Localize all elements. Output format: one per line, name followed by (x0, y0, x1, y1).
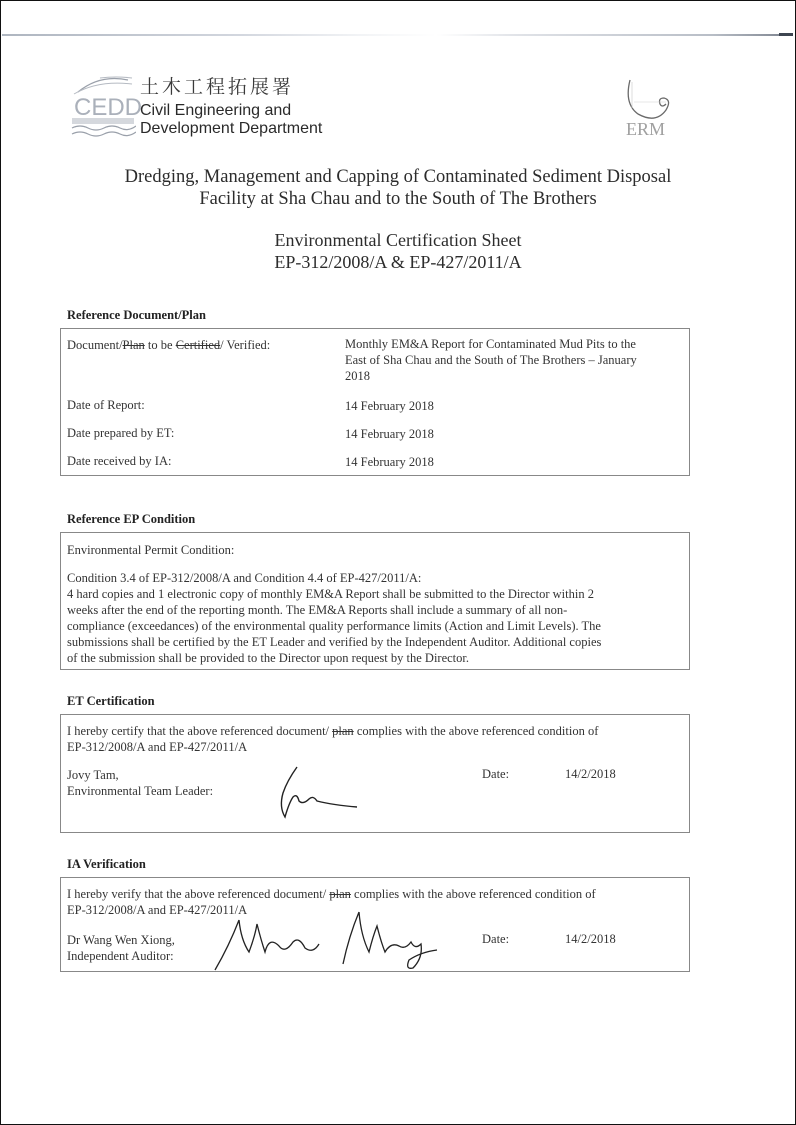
cedd-name-line2: Development Department (140, 120, 323, 137)
doc-label-struck-certified: Certified (175, 338, 221, 352)
ia-date-value: 14/2/2018 (565, 932, 616, 946)
et-signer (67, 767, 267, 799)
document-value-line: Monthly EM&A Report for Contaminated Mud Pits to the (345, 337, 636, 351)
et-statement-part: I hereby certify that the above referenced document/ (67, 724, 333, 738)
document-value (345, 336, 685, 384)
reference-ep-heading: Reference EP Condition (67, 512, 196, 526)
ep-condition-line: Condition 3.4 of EP-312/2008/A and Condition 4.4 of EP-427/2011/A: (67, 571, 422, 585)
doc-label-part: / Verified: (220, 338, 271, 352)
doc-label-part: to be (144, 338, 176, 352)
ep-intro: Environmental Permit Condition: (67, 543, 235, 557)
et-signer-role: Environmental Team Leader: (67, 784, 214, 798)
ep-condition-line: compliance (exceedances) of the environmental quality performance limits (Action and Limit Levels). The (67, 619, 601, 633)
cedd-acronym: CEDD (74, 94, 143, 121)
et-statement-part: complies with the above referenced condition of (353, 724, 599, 738)
date-prepared-label: Date prepared by ET: (67, 426, 175, 440)
et-statement-line2: EP-312/2008/A and EP-427/2011/A (67, 740, 248, 754)
ia-statement-part: complies with the above referenced condition of (350, 887, 596, 901)
et-date-label: Date: (482, 767, 510, 781)
reference-ep-box (60, 532, 690, 670)
reference-document-box (60, 328, 690, 476)
ep-condition-line: submissions shall be certified by the ET Leader and verified by the Independent Auditor. Additional copies (67, 635, 602, 649)
ia-verification-heading: IA Verification (67, 857, 146, 871)
et-certification-heading: ET Certification (67, 694, 155, 708)
document-label (67, 338, 270, 353)
ia-statement-line2: EP-312/2008/A and EP-427/2011/A (67, 903, 248, 917)
ia-statement-part: I hereby verify that the above referenced document/ (67, 887, 330, 901)
project-title-line2: Facility at Sha Chau and to the South of The Brothers (199, 189, 597, 209)
et-certification-box (60, 714, 690, 833)
et-statement (67, 723, 682, 755)
et-date-value: 14/2/2018 (565, 767, 616, 781)
ia-signer-role: Independent Auditor: (67, 949, 174, 963)
cedd-name-line1: Civil Engineering and (140, 102, 292, 119)
sheet-title (0, 229, 796, 273)
doc-label-part: Document/ (67, 338, 123, 352)
ia-verification-box (60, 877, 690, 972)
sheet-title-line2: EP-312/2008/A & EP-427/2011/A (274, 252, 522, 272)
scan-artifact-line (2, 34, 792, 36)
project-title-line1: Dredging, Management and Capping of Contaminated Sediment Disposal (124, 167, 672, 187)
ia-signature-icon (209, 906, 449, 974)
date-prepared-value: 14 February 2018 (345, 427, 434, 441)
et-statement-struck-plan: plan (332, 724, 354, 738)
ia-signer-name: Dr Wang Wen Xiong, (67, 933, 175, 947)
date-of-report-label: Date of Report: (67, 398, 145, 412)
cedd-logo (70, 72, 370, 142)
ep-condition-line: of the submission shall be provided to the Director upon request by the Director. (67, 651, 469, 665)
et-signer-name: Jovy Tam, (67, 768, 119, 782)
date-received-label: Date received by IA: (67, 454, 172, 468)
ep-condition-text (67, 570, 682, 666)
erm-logo-text: ERM (626, 119, 666, 139)
scan-artifact-mark (779, 33, 793, 36)
cedd-chinese-name: 土木工程拓展署 (140, 76, 295, 98)
document-value-line: East of Sha Chau and the South of The Brothers – January (345, 353, 637, 367)
date-received-value: 14 February 2018 (345, 455, 434, 469)
doc-label-struck-plan: Plan (122, 338, 145, 352)
project-title (0, 166, 796, 210)
ia-date-label: Date: (482, 932, 510, 946)
document-value-line: 2018 (345, 369, 370, 383)
cedd-english-name (140, 102, 322, 138)
sheet-title-line1: Environmental Certification Sheet (274, 230, 522, 250)
date-of-report-value: 14 February 2018 (345, 399, 434, 413)
ia-statement-struck-plan: plan (329, 887, 351, 901)
ep-condition-line: weeks after the end of the reporting month. The EM&A Reports shall include a summary of all non- (67, 603, 568, 617)
ep-condition-line: 4 hard copies and 1 electronic copy of monthly EM&A Report shall be submitted to the Director within 2 (67, 587, 594, 601)
et-signature-icon (273, 763, 363, 821)
reference-document-heading: Reference Document/Plan (67, 308, 206, 322)
